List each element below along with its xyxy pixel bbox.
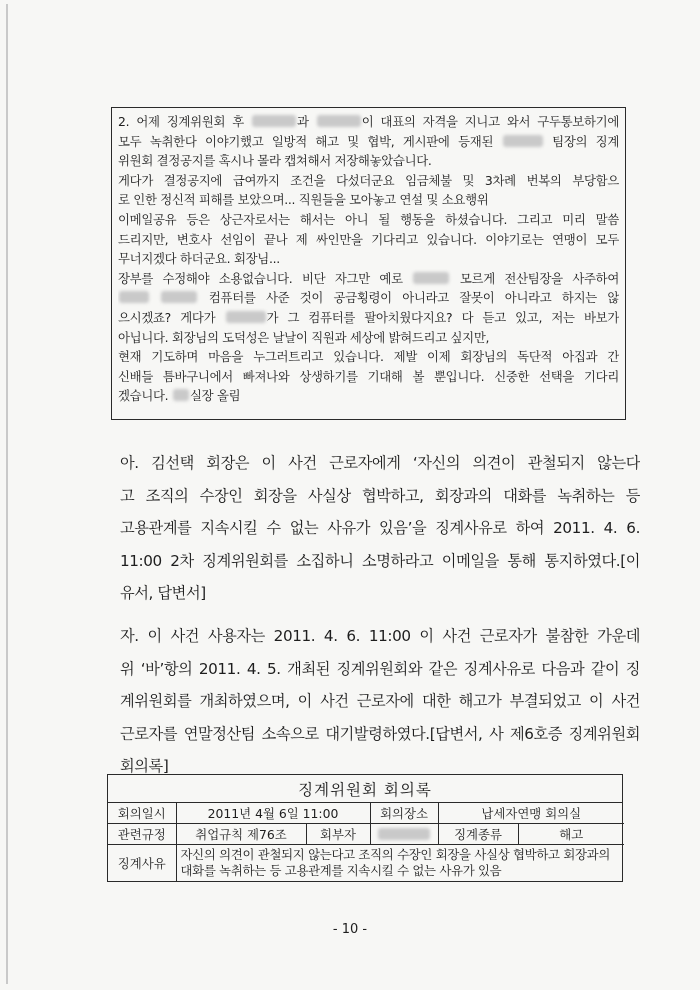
redacted-name: [252, 115, 296, 127]
redacted-name: [413, 272, 449, 284]
quote-line: 겠습니다. 실장 올림: [118, 388, 241, 404]
type-value: 해고: [518, 824, 624, 845]
paragraph-line: 자. 이 사건 사용자는 2011. 4. 6. 11:00 이 사건 근로자가 불참한 가운데: [120, 627, 640, 645]
reason-value: 자신의 의견이 관철되지 않는다고 조직의 수장인 회장을 사실상 협박하고 회장과의 대화를 녹취하는 등 고용관계를 지속시킬 수 없는 사유가 있음: [176, 845, 624, 882]
quote-line: 게다가 결정공지에 급여까지 조건을 다섰더군요 임금체불 및 3차례 번복의 부당함으: [118, 172, 619, 188]
quote-line: 아닙니다. 회장님의 도덕성은 날날이 직원과 세상에 밝혀드리고 싶지만,: [118, 329, 490, 345]
quote-line: 모두 녹취한다 이야기했고 일방적 해고 및 협박, 게시판에 등재된 팀장의 징계: [118, 133, 619, 149]
quote-line: 로 인한 정신적 피해를 보았으며... 직원들을 모아놓고 연설 및 소요행위: [118, 192, 489, 208]
page-number: - 10 -: [332, 922, 368, 937]
type-label: 징계종류: [438, 824, 518, 845]
place-label: 회의장소: [370, 803, 438, 824]
quote-line: 드리지만, 변호사 선임이 끝나 제 싸인만을 기다리고 있습니다. 이야기로는 연맹이 모두: [118, 231, 619, 247]
rule-value: 취업규칙 제76조: [176, 824, 306, 845]
redacted-name: [226, 311, 266, 323]
minutes-row: [108, 824, 624, 845]
paragraph-line: 11:00 2차 징계위원회를 소집하니 소명하라고 이메일을 통해 통지하였다.[이: [120, 551, 640, 570]
paragraph-line: 근로자를 연말정산팀 소속으로 대기발령하였다.[답변서, 사 제6호증 징계위원회: [120, 724, 640, 743]
place-value: 납세자연맹 회의실: [438, 803, 624, 824]
quote-line: 장부를 수정해야 소용없습니다. 비단 자그만 예로 모르게 전산팀장을 사주하여: [118, 270, 619, 286]
redacted-name: [317, 115, 361, 127]
party-value: [370, 824, 438, 845]
paragraph-b: [120, 620, 640, 783]
paragraph-line: 아. 김선택 회장은 이 사건 근로자에게 ‘자신의 의견이 관철되지 않는다: [120, 454, 640, 472]
redacted-name: [378, 828, 430, 840]
paragraph-line: 유서, 답변서]: [120, 584, 206, 602]
page-edge: [6, 4, 8, 984]
date-label: 회의일시: [108, 803, 176, 824]
quoted-email-box: [111, 107, 626, 420]
date-value: 2011년 4월 6일 11:00: [176, 803, 370, 824]
minutes-row: [108, 803, 624, 824]
paragraph-a: [120, 447, 640, 610]
rule-label: 관련규정: [108, 824, 176, 845]
quote-line: 2. 어제 징계위원회 후 과 이 대표의 자격을 지니고 와서 구두통보하기에: [118, 114, 619, 129]
quote-line: 현재 기도하며 마음을 누그러트리고 있습니다. 제발 이제 회장님의 독단적 아집과 간: [118, 349, 619, 365]
quote-line: 으시겠죠? 게다가 가 그 컴퓨터를 팔아치웠다지요? 다 듣고 있고, 저는 바보가: [118, 309, 619, 325]
paragraph-line: 계위원회를 개최하였으며, 이 사건 근로자에 대한 해고가 부결되었고 이 사건: [120, 692, 640, 710]
quote-line: 이메일공유 등은 상근자로서는 해서는 아니 될 행동을 하셨습니다. 그리고 미리 말씀: [118, 211, 619, 227]
redacted-name: [173, 389, 189, 401]
quote-line: 컴퓨터를 사준 것이 공금횡령이 아니라고 잘못이 아니라고 하지는 않: [118, 288, 619, 308]
minutes-title: 징계위원회 회의록: [108, 775, 622, 803]
paragraph-line: 고용관계를 지속시킬 수 없는 사유가 있음’을 징계사유로 하여 2011. 4. 6.: [120, 519, 640, 537]
paragraph-line: 고 조직의 수장인 회장을 사실상 협박하고, 회장과의 대화를 녹취하는 등: [120, 486, 640, 505]
minutes-grid: [108, 803, 624, 881]
party-label: 회부자: [306, 824, 370, 845]
reason-label: 징계사유: [108, 845, 176, 882]
redacted-name: [503, 135, 543, 147]
disciplinary-minutes-table: [107, 774, 623, 882]
redacted-name: [119, 291, 149, 303]
minutes-row: [108, 845, 624, 882]
paragraph-line: 위 ‘바’항의 2011. 4. 5. 개최된 징계위원회와 같은 징계사유로 다음과 같이 징: [120, 659, 640, 678]
quote-line: 위원회 결정공지를 혹시나 몰라 캡쳐해서 저장해놓았습니다.: [118, 153, 432, 169]
paragraph-line: 회의록]: [120, 757, 169, 775]
quote-line: 무너지겠다 하더군요. 회장님...: [118, 251, 280, 267]
redacted-name: [161, 291, 197, 303]
quote-line: 신배들 틈바구니에서 빠져나와 상생하기를 기대해 볼 뿐입니다. 신중한 선택을 기다리: [118, 368, 619, 384]
